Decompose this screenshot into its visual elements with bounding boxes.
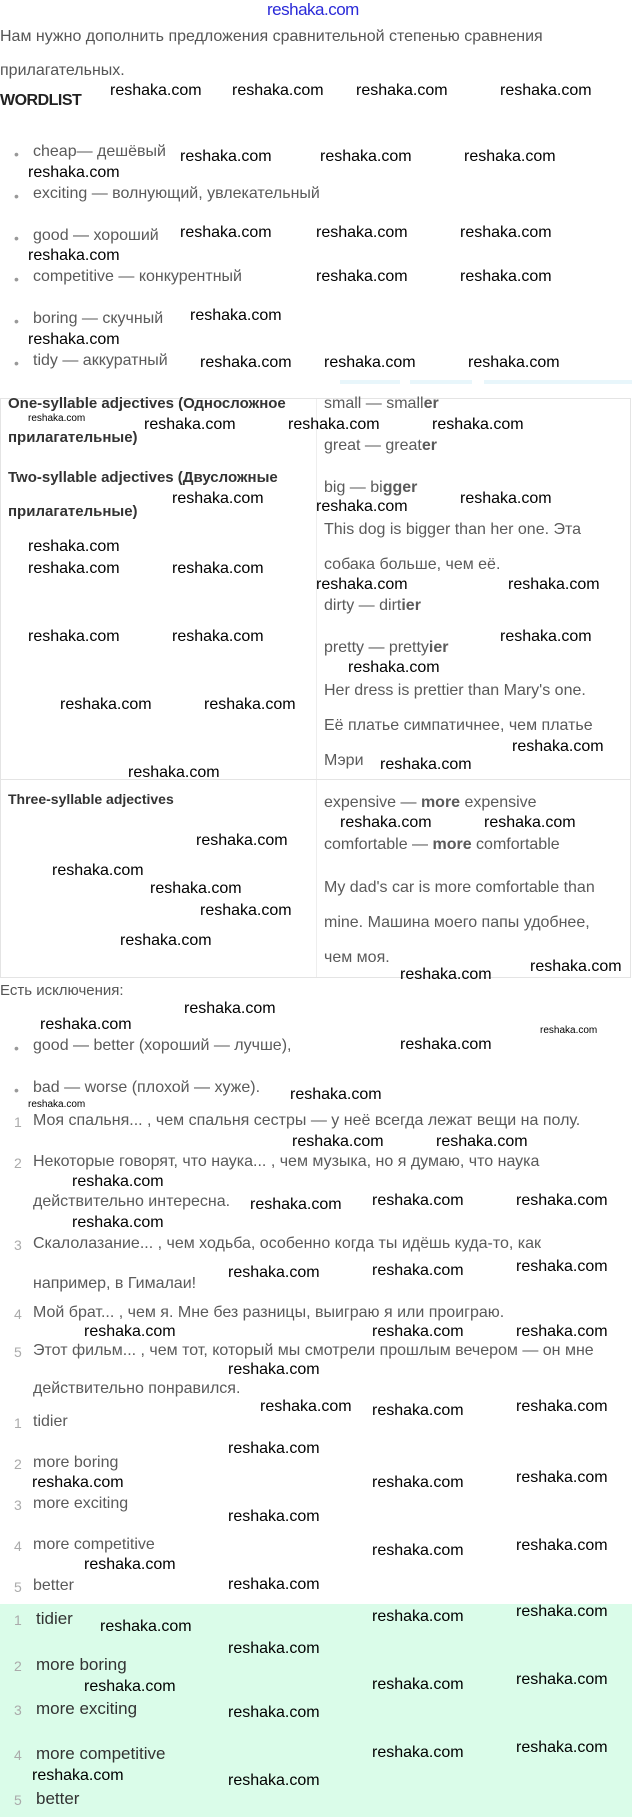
watermark: reshaka.com xyxy=(172,560,264,577)
list-item: good — better (хороший — лучше), xyxy=(33,1037,292,1054)
divider xyxy=(410,380,472,384)
watermark: reshaka.com xyxy=(372,1608,464,1625)
table-cell-text: expensive — more expensive xyxy=(324,794,537,811)
answer-text: more boring xyxy=(36,1655,127,1674)
answer-text: better xyxy=(33,1577,74,1594)
watermark: reshaka.com xyxy=(28,164,120,181)
watermark: reshaka.com xyxy=(516,1323,608,1340)
watermark: reshaka.com xyxy=(340,814,432,831)
watermark: reshaka.com xyxy=(316,498,408,515)
watermark: reshaka.com xyxy=(516,1537,608,1554)
table-cell-text: Мэри xyxy=(324,752,364,769)
table-cell-text: comfortable — more comfortable xyxy=(324,836,560,853)
table-cell-text: собака больше, чем её. xyxy=(324,556,501,573)
watermark: reshaka.com xyxy=(28,560,120,577)
watermark: reshaka.com xyxy=(484,814,576,831)
bullet-icon: • xyxy=(14,188,19,204)
watermark: reshaka.com xyxy=(320,148,412,165)
item-number: 1 xyxy=(14,1114,22,1130)
watermark: reshaka.com xyxy=(460,490,552,507)
watermark: reshaka.com xyxy=(372,1192,464,1209)
item-number: 1 xyxy=(14,1612,22,1628)
answer-text: more boring xyxy=(33,1454,119,1471)
task-text: Мой брат... , чем я. Мне без разницы, выиграю я или проиграю. xyxy=(33,1304,505,1321)
watermark: reshaka.com xyxy=(260,1398,352,1415)
watermark: reshaka.com xyxy=(372,1323,464,1340)
watermark: reshaka.com xyxy=(150,880,242,897)
divider xyxy=(484,380,632,384)
list-item: bad — worse (плохой — хуже). xyxy=(33,1079,261,1096)
watermark: reshaka.com xyxy=(540,1025,598,1036)
item-number: 3 xyxy=(14,1237,22,1253)
adjectives-table xyxy=(0,395,631,978)
task-text: действительно интересна. xyxy=(33,1193,231,1210)
watermark: reshaka.com xyxy=(516,1671,608,1688)
item-number: 2 xyxy=(14,1658,22,1674)
watermark: reshaka.com xyxy=(196,832,288,849)
item-number: 1 xyxy=(14,1415,22,1431)
intro-line-1: Нам нужно дополнить предложения сравнительной степенью сравнения xyxy=(0,28,543,45)
watermark: reshaka.com xyxy=(500,628,592,645)
bullet-icon: • xyxy=(14,146,19,162)
watermark: reshaka.com xyxy=(516,1739,608,1756)
item-number: 4 xyxy=(14,1306,22,1322)
watermark: reshaka.com xyxy=(28,413,86,424)
table-cell-text: dirty — dirtier xyxy=(324,597,421,614)
row-divider xyxy=(1,779,630,780)
watermark: reshaka.com xyxy=(52,862,144,879)
answer-text: more competitive xyxy=(36,1744,166,1763)
list-item: cheap— дешёвый xyxy=(33,143,166,160)
watermark: reshaka.com xyxy=(28,331,120,348)
watermark: reshaka.com xyxy=(288,416,380,433)
answer-text: more competitive xyxy=(33,1536,155,1553)
item-number: 5 xyxy=(14,1792,22,1808)
answer-text: tidier xyxy=(36,1609,73,1628)
answer-text: better xyxy=(36,1789,80,1808)
watermark: reshaka.com xyxy=(400,966,492,983)
watermark: reshaka.com xyxy=(200,902,292,919)
watermark: reshaka.com xyxy=(228,1640,320,1657)
item-number: 4 xyxy=(14,1747,22,1763)
watermark: reshaka.com xyxy=(28,628,120,645)
watermark: reshaka.com xyxy=(128,764,220,781)
watermark: reshaka.com xyxy=(316,268,408,285)
bullet-icon: • xyxy=(14,1082,19,1098)
answer-text: more exciting xyxy=(33,1495,129,1512)
watermark: reshaka.com xyxy=(316,224,408,241)
watermark: reshaka.com xyxy=(516,1258,608,1275)
watermark: reshaka.com xyxy=(516,1192,608,1209)
watermark: reshaka.com xyxy=(72,1173,164,1190)
watermark: reshaka.com xyxy=(436,1133,528,1150)
watermark: reshaka.com xyxy=(120,932,212,949)
column-divider xyxy=(316,399,317,977)
watermark: reshaka.com xyxy=(84,1556,176,1573)
table-cell-text: mine. Машина моего папы удобнее, xyxy=(324,914,590,931)
watermark: reshaka.com xyxy=(372,1676,464,1693)
bullet-icon: • xyxy=(14,271,19,287)
watermark: reshaka.com xyxy=(100,1618,192,1635)
watermark: reshaka.com xyxy=(32,1474,124,1491)
watermark: reshaka.com xyxy=(228,1772,320,1789)
watermark: reshaka.com xyxy=(460,224,552,241)
item-number: 2 xyxy=(14,1456,22,1472)
watermark: reshaka.com xyxy=(530,958,622,975)
watermark: reshaka.com xyxy=(228,1576,320,1593)
watermark: reshaka.com xyxy=(380,756,472,773)
watermark: reshaka.com xyxy=(110,82,202,99)
watermark: reshaka.com xyxy=(508,576,600,593)
watermark: reshaka.com xyxy=(464,148,556,165)
table-cell-text: small — smaller xyxy=(324,395,439,412)
watermark: reshaka.com xyxy=(372,1542,464,1559)
watermark: reshaka.com xyxy=(84,1678,176,1695)
watermark: reshaka.com xyxy=(460,268,552,285)
exceptions-title: Есть исключения: xyxy=(0,982,124,999)
watermark: reshaka.com xyxy=(316,576,408,593)
item-number: 5 xyxy=(14,1344,22,1360)
watermark: reshaka.com xyxy=(468,354,560,371)
table-cell-text: pretty — prettyier xyxy=(324,639,449,656)
task-text: действительно понравился. xyxy=(33,1380,241,1397)
table-cell-heading: прилагательные) xyxy=(8,429,138,446)
list-item: competitive — конкурентный xyxy=(33,268,242,285)
task-text: Некоторые говорят, что наука... , чем музыка, но я думаю, что наука xyxy=(33,1153,540,1170)
table-cell-heading: Two-syllable adjectives (Двусложные xyxy=(8,469,278,486)
watermark: reshaka.com xyxy=(228,1704,320,1721)
task-text: Моя спальня... , чем спальня сестры — у неё всегда лежат вещи на полу. xyxy=(33,1112,581,1129)
watermark: reshaka.com xyxy=(400,1036,492,1053)
intro-line-2: прилагательных. xyxy=(0,62,125,79)
watermark: reshaka.com xyxy=(372,1402,464,1419)
watermark: reshaka.com xyxy=(144,416,236,433)
watermark: reshaka.com xyxy=(228,1440,320,1457)
table-cell-heading: One-syllable adjectives (Односложное xyxy=(8,395,286,412)
table-cell-text: My dad's car is more comfortable than xyxy=(324,879,595,896)
watermark: reshaka.com xyxy=(190,307,282,324)
table-cell-text: Her dress is prettier than Mary's one. xyxy=(324,682,586,699)
watermark: reshaka.com xyxy=(184,1000,276,1017)
item-number: 4 xyxy=(14,1538,22,1554)
bullet-icon: • xyxy=(14,313,19,329)
watermark: reshaka.com xyxy=(516,1469,608,1486)
watermark: reshaka.com xyxy=(180,224,272,241)
item-number: 2 xyxy=(14,1155,22,1171)
watermark: reshaka.com xyxy=(172,490,264,507)
watermark: reshaka.com xyxy=(356,82,448,99)
watermark: reshaka.com xyxy=(516,1603,608,1620)
watermark: reshaka.com xyxy=(28,538,120,555)
watermark: reshaka.com xyxy=(72,1214,164,1231)
watermark: reshaka.com xyxy=(172,628,264,645)
watermark: reshaka.com xyxy=(60,696,152,713)
table-cell-text: big — bigger xyxy=(324,479,418,496)
answer-text: more exciting xyxy=(36,1699,138,1718)
watermark: reshaka.com xyxy=(200,354,292,371)
watermark: reshaka.com xyxy=(28,1099,86,1110)
watermark: reshaka.com xyxy=(372,1262,464,1279)
list-item: tidy — аккуратный xyxy=(33,352,168,369)
item-number: 5 xyxy=(14,1579,22,1595)
watermark: reshaka.com xyxy=(228,1361,320,1378)
list-item: good — хороший xyxy=(33,227,159,244)
site-logo-link[interactable]: reshaka.com xyxy=(267,0,359,19)
bullet-icon: • xyxy=(14,355,19,371)
watermark: reshaka.com xyxy=(292,1133,384,1150)
wordlist-title: WORDLIST xyxy=(0,92,82,109)
answer-text: tidier xyxy=(33,1413,68,1430)
watermark: reshaka.com xyxy=(40,1016,132,1033)
table-cell-text: This dog is bigger than her one. Эта xyxy=(324,521,582,538)
watermark: reshaka.com xyxy=(232,82,324,99)
watermark: reshaka.com xyxy=(228,1508,320,1525)
watermark: reshaka.com xyxy=(290,1086,382,1103)
watermark: reshaka.com xyxy=(432,416,524,433)
watermark: reshaka.com xyxy=(512,738,604,755)
watermark: reshaka.com xyxy=(500,82,592,99)
list-item: boring — скучный xyxy=(33,310,164,327)
bullet-icon: • xyxy=(14,1040,19,1056)
task-text: например, в Гималаи! xyxy=(33,1275,197,1292)
watermark: reshaka.com xyxy=(516,1398,608,1415)
table-cell-text: great — greater xyxy=(324,437,437,454)
table-cell-text: чем моя. xyxy=(324,949,390,966)
watermark: reshaka.com xyxy=(324,354,416,371)
watermark: reshaka.com xyxy=(348,659,440,676)
item-number: 3 xyxy=(14,1497,22,1513)
table-cell-heading: прилагательные) xyxy=(8,503,138,520)
table-cell-text: Её платье симпатичнее, чем платье xyxy=(324,717,593,734)
watermark: reshaka.com xyxy=(32,1767,124,1784)
item-number: 3 xyxy=(14,1702,22,1718)
table-cell-heading: Three-syllable adjectives xyxy=(8,791,174,807)
watermark: reshaka.com xyxy=(372,1474,464,1491)
divider xyxy=(340,380,400,384)
task-text: Скалолазание... , чем ходьба, особенно когда ты идёшь куда-то, как xyxy=(33,1235,542,1252)
watermark: reshaka.com xyxy=(180,148,272,165)
watermark: reshaka.com xyxy=(228,1264,320,1281)
list-item: exciting — волнующий, увлекательный xyxy=(33,185,320,202)
bullet-icon: • xyxy=(14,230,19,246)
watermark: reshaka.com xyxy=(28,247,120,264)
watermark: reshaka.com xyxy=(84,1323,176,1340)
watermark: reshaka.com xyxy=(204,696,296,713)
task-text: Этот фильм... , чем тот, который мы смотрели прошлым вечером — он мне xyxy=(33,1342,594,1359)
watermark: reshaka.com xyxy=(372,1744,464,1761)
watermark: reshaka.com xyxy=(250,1196,342,1213)
